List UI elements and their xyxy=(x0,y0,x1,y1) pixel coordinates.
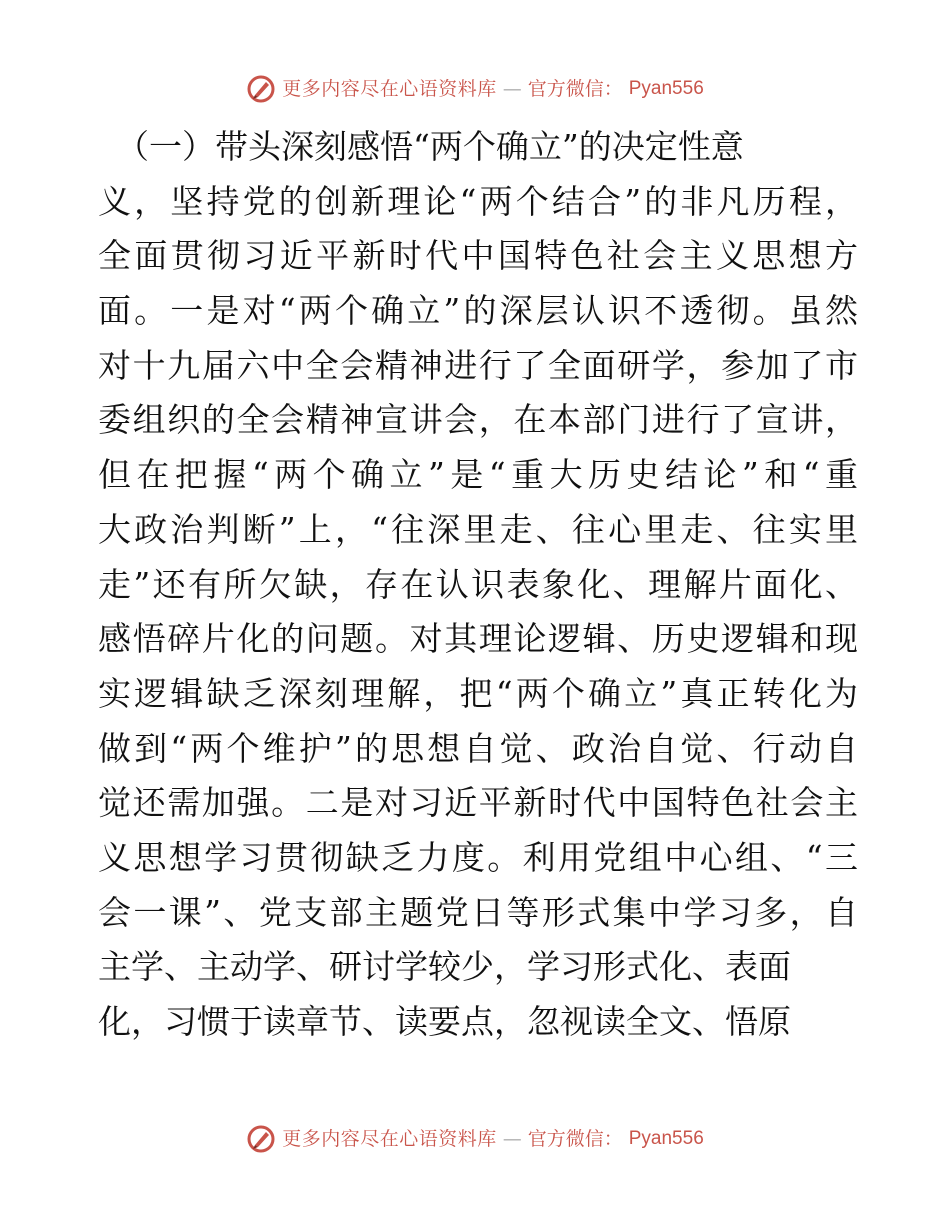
watermark-header xyxy=(0,74,950,104)
body-line: 全面贯彻习近平新时代中国特色社会主义思想方 xyxy=(98,236,858,276)
body-line: 化，习惯于读章节、读要点，忽视读全文、悟原 xyxy=(98,1002,791,1041)
watermark-brand-text: 更多内容尽在心语资料库 xyxy=(282,78,497,100)
watermark-separator: — xyxy=(502,78,522,100)
body-line: 对十九届六中全会精神进行了全面研学，参加了市 xyxy=(98,345,858,385)
body-line: 面。一是对“两个确立”的深层认识不透彻。虽然 xyxy=(98,291,858,331)
watermark-separator: — xyxy=(502,1128,522,1150)
body-line: 实逻辑缺乏深刻理解，把“两个确立”真正转化为 xyxy=(98,673,858,713)
document-body xyxy=(98,120,858,1050)
watermark-account: Pyan556 xyxy=(628,1128,704,1149)
body-line: 义思想学习贯彻缺乏力度。利用党组中心组、“三 xyxy=(98,837,858,877)
body-line: 大政治判断”上，“往深里走、往心里走、往实里 xyxy=(98,509,858,549)
watermark-label: 官方微信： xyxy=(527,78,623,100)
body-line: 感悟碎片化的问题。对其理论逻辑、历史逻辑和现 xyxy=(98,619,858,659)
pen-logo-icon xyxy=(246,74,276,104)
pen-logo-icon xyxy=(246,1124,276,1154)
watermark-label: 官方微信： xyxy=(527,1128,623,1150)
watermark-brand-text: 更多内容尽在心语资料库 xyxy=(282,1128,497,1150)
body-line: 觉还需加强。二是对习近平新时代中国特色社会主 xyxy=(98,783,858,823)
body-line: 会一课”、党支部主题党日等形式集中学习多，自 xyxy=(98,892,858,932)
watermark-account: Pyan556 xyxy=(628,78,704,99)
body-line: 委组织的全会精神宣讲会，在本部门进行了宣讲， xyxy=(98,400,858,440)
body-line: 走”还有所欠缺，存在认识表象化、理解片面化、 xyxy=(98,564,858,604)
body-line: 但在把握“两个确立”是“重大历史结论”和“重 xyxy=(98,455,858,495)
watermark-footer xyxy=(0,1124,950,1154)
body-line: 做到“两个维护”的思想自觉、政治自觉、行动自 xyxy=(98,728,858,768)
body-line: （一）带头深刻感悟“两个确立”的决定性意 xyxy=(116,127,744,166)
body-line: 主学、主动学、研讨学较少，学习形式化、表面 xyxy=(98,947,791,987)
body-line: 义，坚持党的创新理论“两个结合”的非凡历程， xyxy=(98,181,858,221)
